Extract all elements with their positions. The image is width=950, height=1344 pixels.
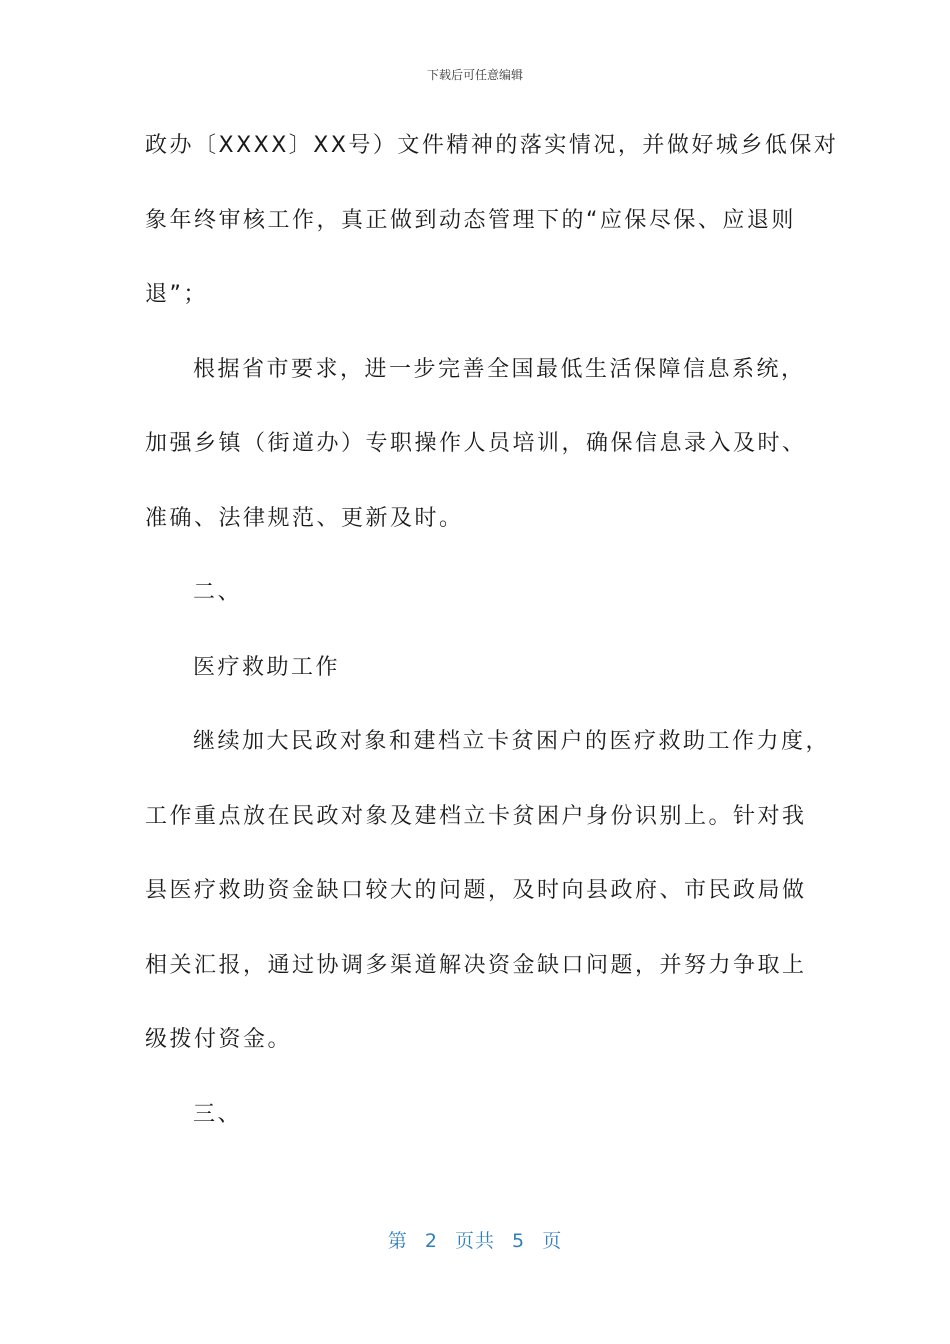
page-number bbox=[0, 1226, 950, 1253]
page-suffix: 页 bbox=[542, 1230, 563, 1252]
page-middle: 页共 bbox=[454, 1230, 495, 1252]
text-line: 级拨付资金。 bbox=[145, 1027, 293, 1052]
document-body bbox=[145, 128, 839, 1171]
section-title: 医疗救助工作 bbox=[193, 654, 341, 680]
text-line: 县医疗救助资金缺口较大的问题，及时向县政府、市民政局做 bbox=[145, 878, 807, 903]
text-line: 准确、法律规范、更新及时。 bbox=[145, 505, 464, 531]
current-page-number: 2 bbox=[424, 1230, 438, 1252]
text-line: 加强乡镇（街道办）专职操作人员培训，确保信息录入及时、 bbox=[145, 431, 807, 456]
page-prefix: 第 bbox=[387, 1230, 408, 1252]
text-line: 政办〔XXXX〕XX号）文件精神的落实情况，并做好城乡低保对 bbox=[145, 133, 839, 158]
text-line: 根据省市要求，进一步完善全国最低生活保障信息系统， bbox=[193, 356, 806, 382]
text-line: 继续加大民政对象和建档立卡贫困户的医疗救助工作力度， bbox=[193, 729, 831, 754]
section-heading: 二、 bbox=[193, 580, 243, 605]
text-line: 相关汇报，通过协调多渠道解决资金缺口问题，并努力争取上 bbox=[145, 952, 807, 978]
section-heading: 三、 bbox=[193, 1101, 243, 1127]
text-line: 退”； bbox=[145, 282, 208, 307]
text-line: 工作重点放在民政对象及建档立卡贫困户身份识别上。针对我 bbox=[145, 803, 807, 829]
total-pages-number: 5 bbox=[512, 1230, 526, 1252]
header-note: 下载后可任意编辑 bbox=[426, 68, 523, 82]
text-line: 象年终审核工作，真正做到动态管理下的“应保尽保、应退则 bbox=[145, 207, 796, 233]
